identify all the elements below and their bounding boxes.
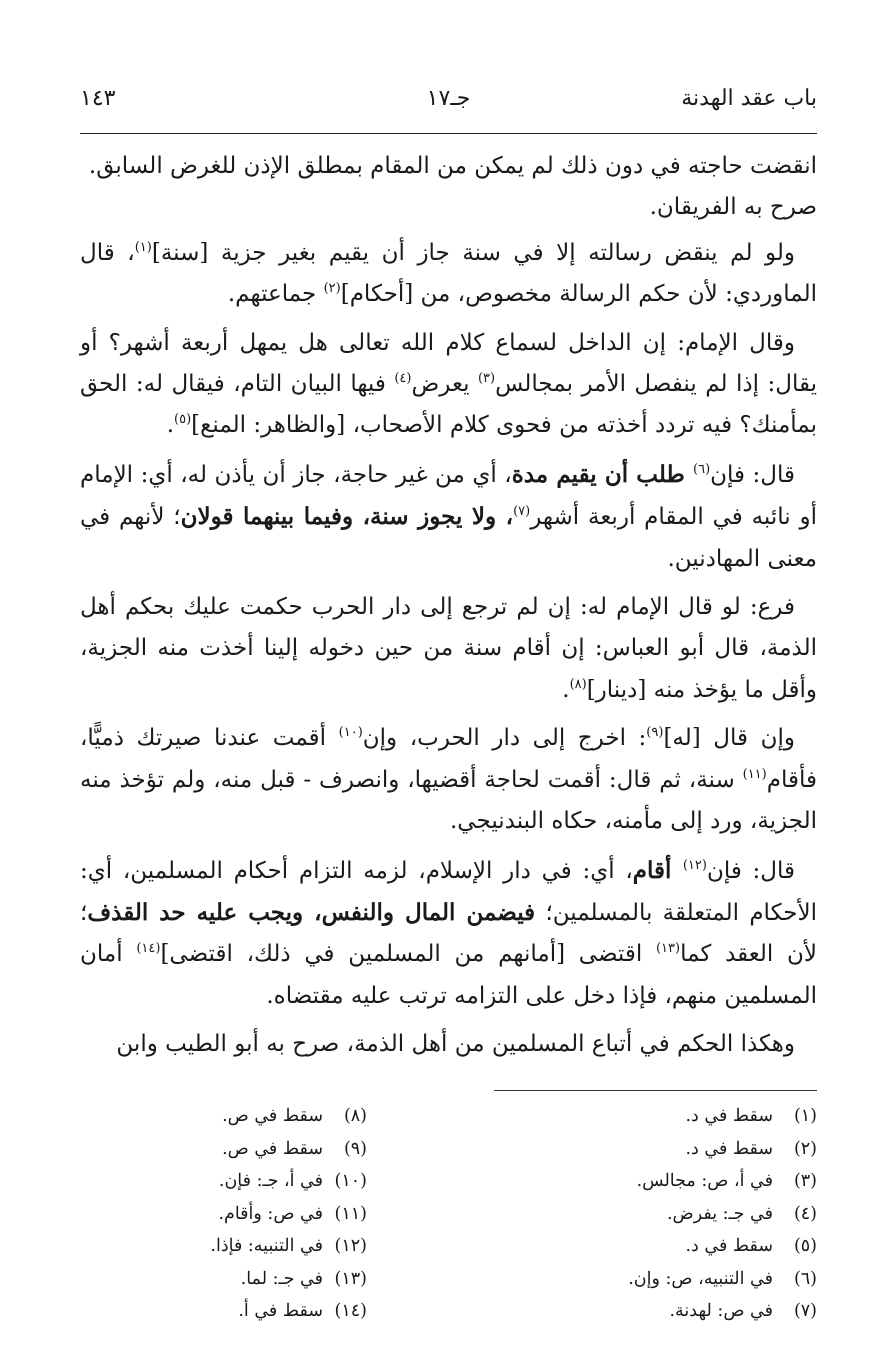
footnote-rule [494,1090,817,1091]
footnote-item: (٧)في ص: لهدنة. [669,1301,817,1321]
footnote-item: (١٣)في جـ: لما. [240,1268,367,1289]
footnote-ref-4[interactable]: (٤) [394,371,412,387]
footnote-item: (٢)سقط في د. [685,1138,817,1159]
footnote-ref-1[interactable]: (١) [134,239,152,255]
page-number: ١٤٣ [80,86,116,111]
paragraph-8: وهكذا الحكم في أتباع المسلمين من أهل الذمة، صرح به أبو الطيب وابن [116,1031,795,1058]
footnote-item: (١١)في ص: وأقام. [218,1203,367,1224]
footnote-column-right [437,1100,817,1328]
paragraph-4: قال: فإن$^{(٦)}$ طلب أن يقيم مدة، أي من غير حاجة، جاز أن يأذن له، أي: الإمام أو نائبه في المقام أربعة أشهر$^{(٧)}$، ولا يجوز سنة، وفيما بينهما قولان؛ لأنهم في معنى المهادنين. [80,460,818,572]
footnote-item: (٣)في أ، ص: مجالس. [636,1171,817,1191]
footnote-item: (٥)سقط في د. [685,1236,817,1256]
header-rule [80,133,817,134]
footnote-item: (٨)سقط في ص. [222,1106,367,1126]
footnote-item: (١٢)في التنبيه: فإذا. [210,1236,367,1256]
footnotes [80,1100,817,1330]
footnote-column-left [0,1100,367,1328]
paragraph-6: وإن قال [له]$^{(٩)}$: اخرج إلى دار الحرب، وإن$^{(١٠)}$ أقمت عندنا صيرتك ذميًّا، فأقام$^{(١١)}$ سنة، ثم قال: أقمت لحاجة أقضيها، وانصرف - قبل منه، ولم تؤخذ منه الجزية، ورد إلى مأمنه، حكاه البندنيجي. [80,725,817,835]
paragraph-3: وقال الإمام: إن الداخل لسماع كلام الله تعالى هل يمهل أربعة أشهر؟ أو يقال: إذا لم ينفصل الأمر بمجالس$^{(٣)}$ يعرض$^{(٤)}$ فيها البيان التام، فيقال له: الحق بمأمنك؟ فيه تردد أخذته من فحوى كلام الأصحاب، [والظاهر: المنع]$^{(٥)}$. [80,329,818,439]
footnote-item: (١٤)سقط في أ. [238,1301,367,1321]
footnote-ref-12[interactable]: (١٢) [682,857,707,873]
volume-label: جـ١٧ [426,86,471,111]
paragraph-1: انقضت حاجته في دون ذلك لم يمكن من المقام بمطلق الإذن للغرض السابق. صرح به الفريقان. [88,153,817,221]
footnote-ref-9[interactable]: (٩) [646,725,664,741]
footnote-item: (٤)في جـ: يفرض. [666,1203,817,1224]
footnote-item: (٦)في التنبيه، ص: وإن. [628,1268,817,1289]
main-text [80,146,817,1073]
footnote-ref-3[interactable]: (٣) [477,371,496,387]
footnote-item: (٩)سقط في ص. [222,1138,367,1159]
paragraph-2: ولو لم ينقض رسالته إلا في سنة جاز أن يقيم بغير جزية [سنة]$^{(١)}$، قال الماوردي: لأن حكم الرسالة مخصوص، من [أحكام]$^{(٢)}$ جماعتهم. [80,239,817,308]
footnote-ref-5[interactable]: (٥) [174,412,192,428]
footnote-ref-2[interactable]: (٢) [323,281,341,297]
running-header [80,78,817,118]
footnote-item: (١)سقط في د. [685,1106,817,1126]
footnote-ref-7[interactable]: (٧) [513,504,531,520]
footnote-ref-14[interactable]: (١٤) [136,941,161,957]
chapter-title: باب عقد الهدنة [681,86,817,111]
footnote-ref-6[interactable]: (٦) [693,461,711,477]
footnote-ref-13[interactable]: (١٣) [655,941,681,957]
footnote-ref-10[interactable]: (١٠) [338,725,363,741]
paragraph-7: قال: فإن$^{(١٢)}$ أقام، أي: في دار الإسلام، لزمه التزام أحكام المسلمين، أي: الأحكام المتعلقة بالمسلمين؛ فيضمن المال والنفس، ويجب عليه حد القذف؛ لأن العقد كما$^{(١٣)}$ اقتضى [أمانهم من المسلمين في ذلك، اقتضى]$^{(١٤)}$ أمان المسلمين منهم، فإذا دخل على التزامه ترتب عليه مقتضاه. [80,856,817,1009]
footnote-ref-8[interactable]: (٨) [569,676,587,692]
footnote-ref-11[interactable]: (١١) [742,766,767,782]
paragraph-5: فرع: لو قال الإمام له: إن لم ترجع إلى دار الحرب حكمت عليك بحكم أهل الذمة، قال أبو العباس: إن أقام سنة من حين دخوله إلينا أخذت منه الجزية، وأقل ما يؤخذ منه [دينار]$^{(٨)}$. [80,594,817,703]
footnote-item: (١٠)في أ، جـ: فإن. [218,1171,367,1191]
